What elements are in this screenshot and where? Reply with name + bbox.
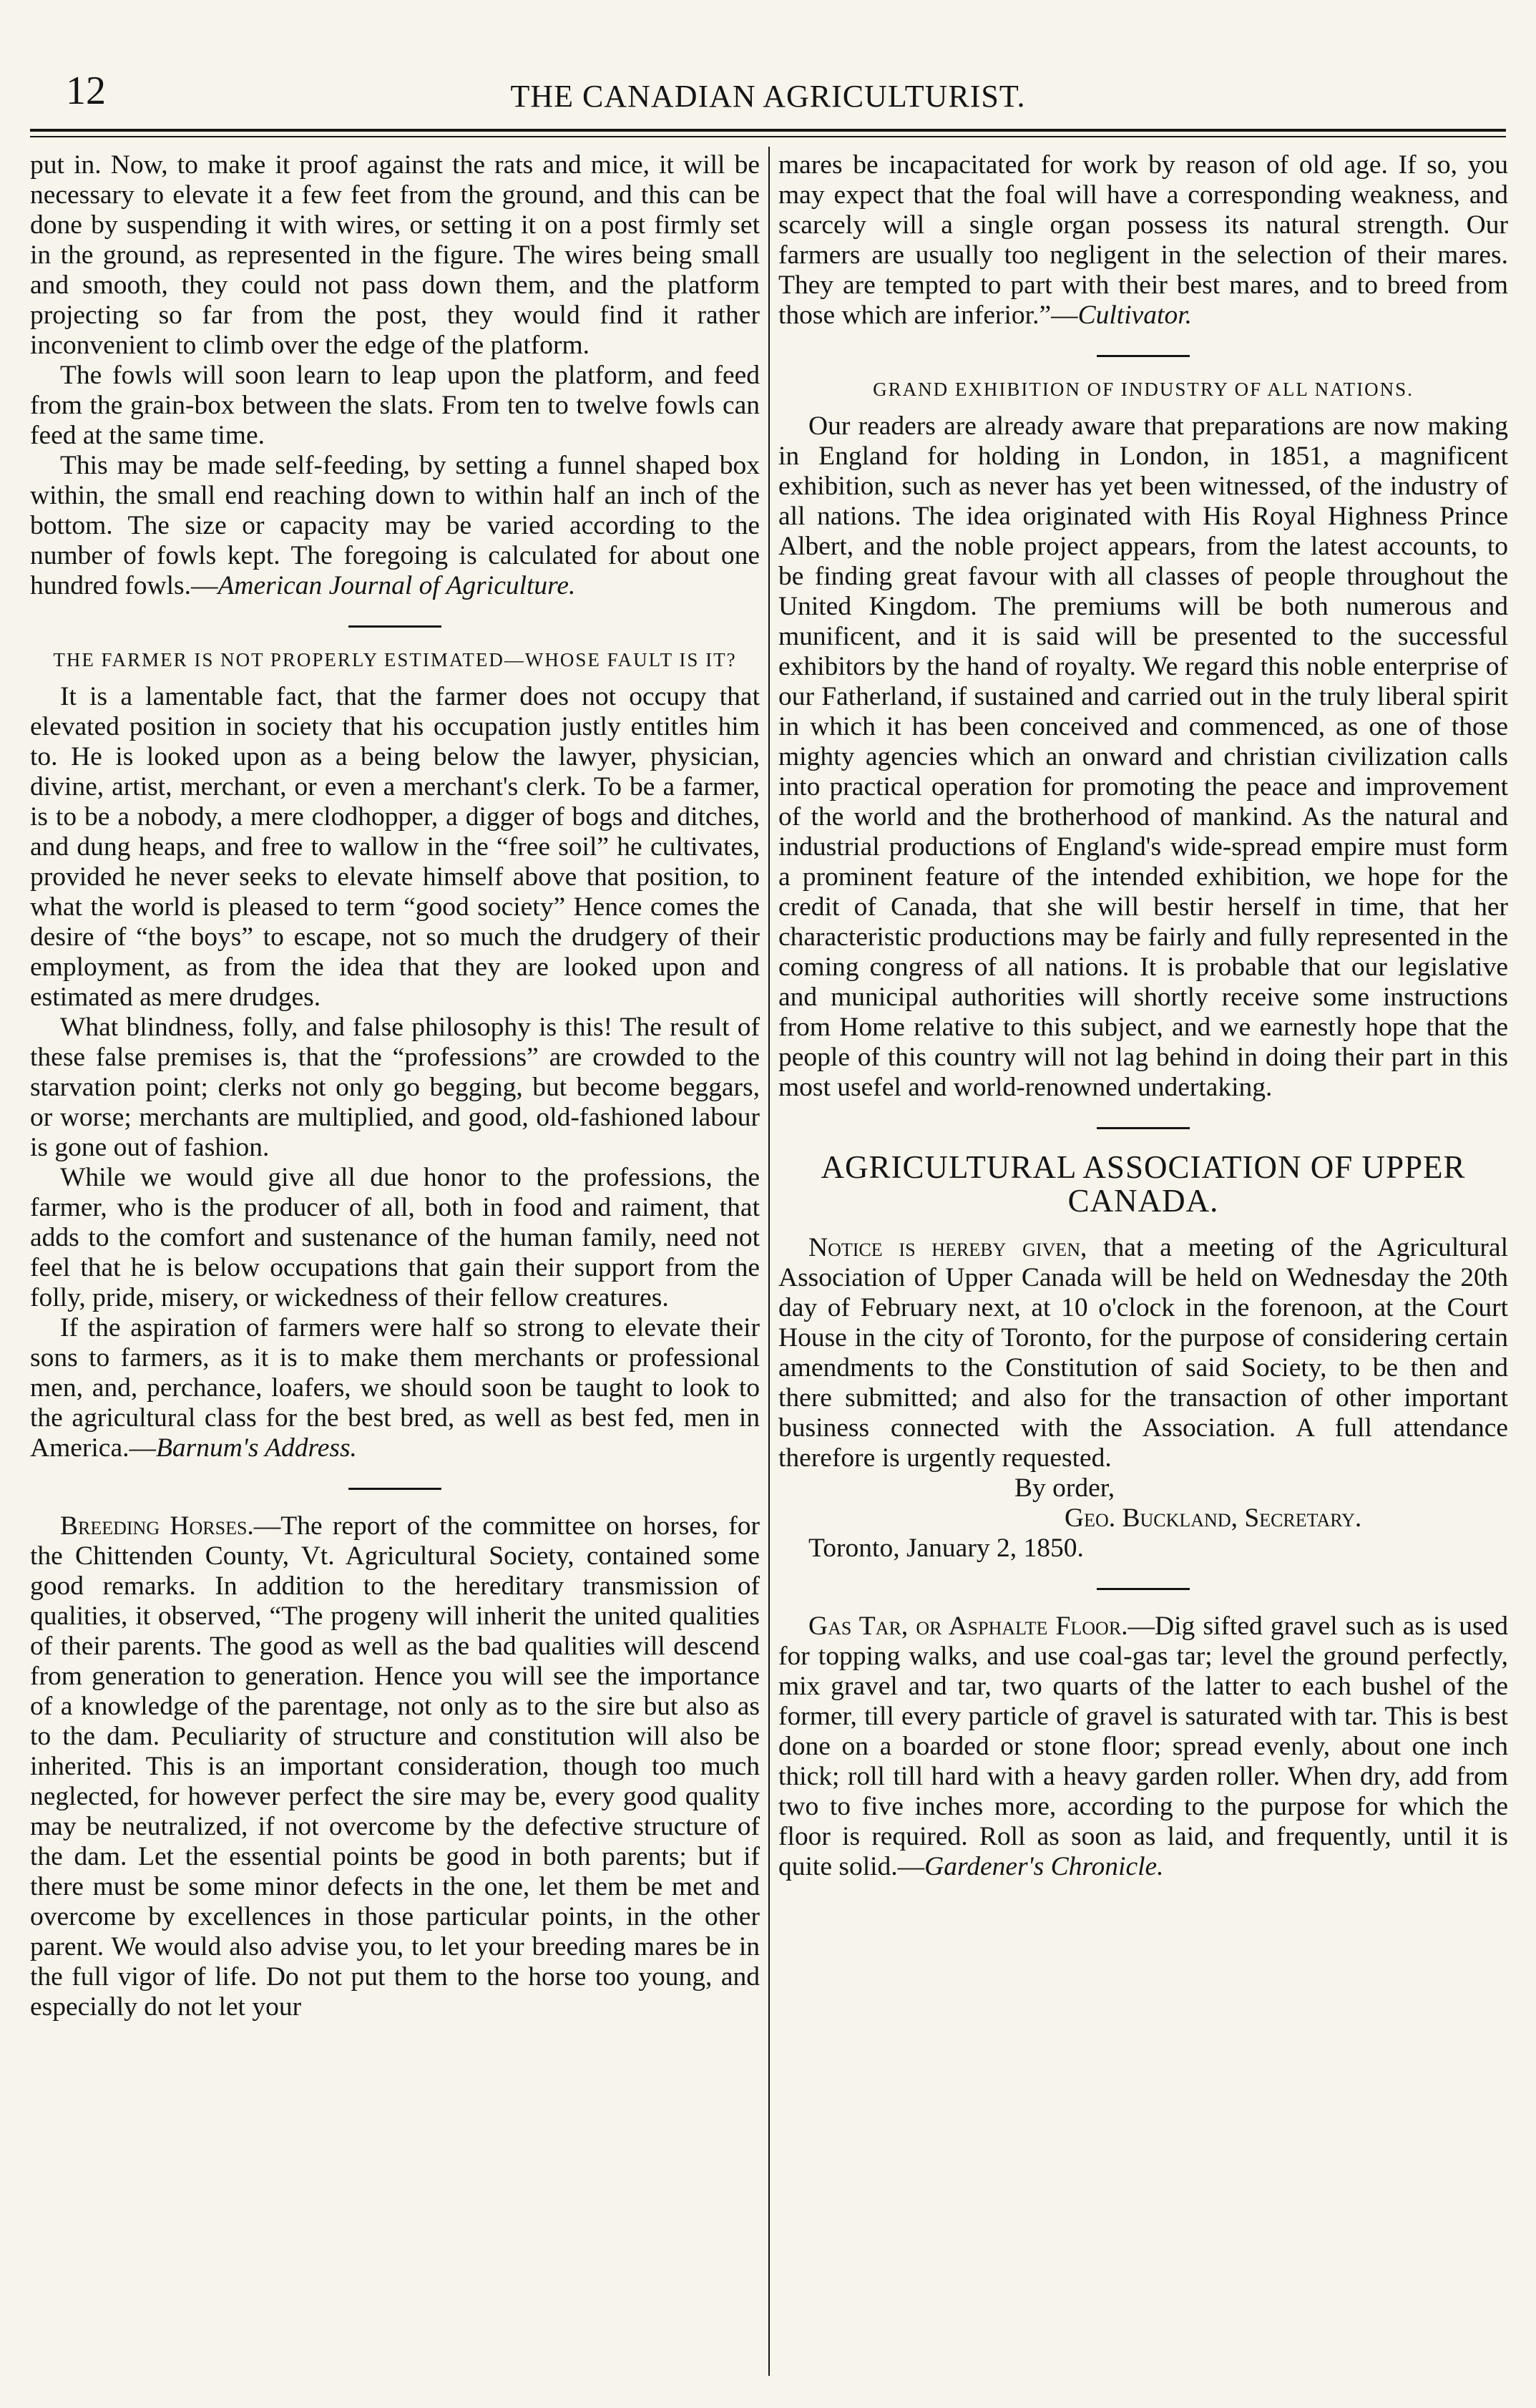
horses-lead: Breeding Horses. [60, 1511, 254, 1541]
horses-paragraph [30, 1511, 760, 2022]
article-heading-farmer: THE FARMER IS NOT PROPERLY ESTIMATED—WHOSE FAULT IS IT? [53, 649, 737, 671]
farmer-text: If the aspiration of farmers were half so strong to elevate their sons to farmers, as it is to make them merchants or professional men, and, perchance, loafers, we should soon be taught to look to the agricultural class for the best bred, as well as best fed, men in America.— [30, 1313, 760, 1463]
notice-date: Toronto, January 2, 1850. [808, 1533, 1084, 1563]
article-heading-exhibition: GRAND EXHIBITION OF INDUSTRY OF ALL NATIONS. [873, 379, 1414, 400]
farmer-paragraph-2: What blindness, folly, and false philosophy is this! The result of these false premises is, that the “professions” are crowded to the starvation point; clerks not only go begging, but become beggars, or worse; merchants are multiplied, and good, old-fashioned labour is gone out of fashion. [30, 1013, 760, 1163]
poultry-paragraph-3 [30, 451, 760, 601]
page-header [30, 68, 1506, 125]
horses-continued-paragraph [778, 150, 1508, 331]
left-column [30, 150, 760, 2022]
gas-tar-lead: Gas Tar, or Asphalte Floor. [808, 1611, 1128, 1641]
gas-tar-paragraph [778, 1612, 1508, 1882]
running-title: THE CANADIAN AGRICULTURIST. [510, 79, 1026, 114]
source-citation: American Journal of Agriculture. [217, 571, 576, 600]
section-separator [348, 625, 441, 628]
notice-lead: Notice is hereby given, [808, 1232, 1087, 1262]
header-rule [30, 129, 1506, 132]
section-separator [1097, 355, 1190, 357]
farmer-paragraph-1: It is a lamentable fact, that the farmer does not occupy that elevated position in society that his occupation justly entitles him to. He is looked upon as a being below the lawyer, physician, divine, artist, merchant, or even a merchant's clerk. To be a farmer, is to be a nobody, a mere clodhopper, a digger of bogs and ditches, and dung heaps, and free to wallow in the “free soil” he cultivates, provided he never seeks to elevate himself above that position, to what the world is pleased to term “good society” Hence comes the desire of “the boys” to escape, not so much the drudgery of their employment, as from the idea that they are looked upon and estimated as mere drudges. [30, 682, 760, 1013]
section-separator [348, 1488, 441, 1490]
poultry-paragraph-2: The fowls will soon learn to leap upon the platform, and feed from the grain-box between the slats. From ten to twelve fowls can feed at the same time. [30, 361, 760, 450]
source-citation: Gardener's Chronicle. [924, 1851, 1164, 1881]
farmer-paragraph-3: While we would give all due honor to the professions, the farmer, who is the producer of all, both in food and raiment, that adds to the comfort and sustenance of the human family, need not feel that he is below occupations that gain their support from the folly, pride, misery, or wickedness of their fellow creatures. [30, 1163, 760, 1313]
column-divider [768, 147, 770, 2376]
source-citation: Barnum's Address. [155, 1433, 357, 1463]
poultry-paragraph-1: put in. Now, to make it proof against the rats and mice, it will be necessary to elevate it a few feet from the ground, and this can be done by suspending it with wires, or setting it on a post firmly set in the ground, as represented in the figure. The wires being small and smooth, they could not pass down them, and the platform projecting so far from the post, they would find it rather inconvenient to climb over the edge of the platform. [30, 150, 760, 360]
right-column [778, 150, 1508, 1882]
secretary-name: Geo. Buckland, Secretary. [1065, 1503, 1362, 1533]
by-order-line: By order, [1014, 1473, 1115, 1503]
poultry-text: This may be made self-feeding, by setting a funnel shaped box within, the small end reaching down to within half an inch of the bottom. The size or capacity may be varied according to the number of fowls kept. The foregoing is calculated for about one hundred fowls.— [30, 451, 760, 600]
farmer-paragraph-4 [30, 1313, 760, 1463]
header-rule-thin [30, 136, 1506, 137]
section-separator [1097, 1127, 1190, 1129]
page-number: 12 [66, 69, 106, 113]
article-heading-association: AGRICULTURAL ASSOCIATION OF UPPER CANADA. [821, 1149, 1466, 1219]
horses-continued-text: mares be incapacitated for work by reason of old age. If so, you may expect that the foal will have a corresponding weakness, and scarcely will a single organ possess its natural strength. Our farmers are usually too negligent in the selection of their mares. They are tempted to part with their best mares, and to breed from those which are inferior.”— [778, 150, 1508, 330]
gas-tar-text: —Dig sifted gravel such as is used for topping walks, and use coal-gas tar; level the ground perfectly, mix gravel and tar, two quarts of the latter to each bushel of the former, till every particle of gravel is saturated with tar. This is best done on a boarded or stone floor; spread evenly, about one inch thick; roll till hard with a heavy garden roller. When dry, add from two to five inches more, according to the purpose for which the floor is required. Roll as soon as laid, and frequently, until it is quite solid.— [778, 1611, 1508, 1881]
horses-text: —The report of the committee on horses, for the Chittenden County, Vt. Agricultural Society, contained some good remarks. In addition to the hereditary transmission of qualities, it observed, “The progeny will inherit the united qualities of their parents. The good as well as the bad qualities will descend from generation to generation. Hence you will see the importance of a knowledge of the parentage, not only as to the sire but also as to the dam. Peculiarity of structure and constitution will also be inherited. This is an important consideration, though too much neglected, for however perfect the sire may be, every good quality may be neutralized, if not overcome by the defective structure of the dam. Let the essential points be good in both parents; but if there must be some minor defects in the one, let them be met and overcome by excellences in those particular points, in the other parent. We would also advise you, to let your breeding mares be in the full vigor of life. Do not put them to the horse too young, and especially do not let your [30, 1511, 760, 2022]
exhibition-paragraph: Our readers are already aware that preparations are now making in England for holding in London, in 1851, a magnificent exhibition, such as never has yet been witnessed, of the industry of all nations. The idea originated with His Royal Highness Prince Albert, and the noble project appears, from the latest accounts, to be finding great favour with all classes of people throughout the United Kingdom. The premiums will be both numerous and munificent, and it is said will be presented to the successful exhibitors by the hand of royalty. We regard this noble enterprise of our Fatherland, if sustained and carried out in the truly liberal spirit in which it has been conceived and commenced, as one of those mighty agencies which an onward and christian civilization calls into practical operation for promoting the peace and improvement of the world and the brotherhood of mankind. As the natural and industrial productions of England's wide-spread empire must form a prominent feature of the intended exhibition, we hope for the credit of Canada, that she will bestir herself in time, that her characteristic productions may be fairly and fully represented in the coming congress of all nations. It is probable that our legislative and municipal authorities will shortly receive some instructions from Home relative to this subject, and we earnestly hope that the people of this country will not lag behind in doing their part in this most usefel and world-renowned undertaking. [778, 411, 1508, 1103]
notice-paragraph [778, 1233, 1508, 1473]
notice-text: that a meeting of the Agricultural Association of Upper Canada will be held on Wednesday the 20th day of February next, at 10 o'clock in the forenoon, at the Court House in the city of Toronto, for the purpose of considering certain amendments to the Constitution of said Society, to be then and there submitted; and also for the transaction of other important business connected with the Association. A full attendance therefore is urgently requested. [778, 1232, 1508, 1473]
secretary-signature [778, 1503, 1508, 1534]
section-separator [1097, 1588, 1190, 1590]
source-citation: Cultivator. [1077, 301, 1193, 330]
